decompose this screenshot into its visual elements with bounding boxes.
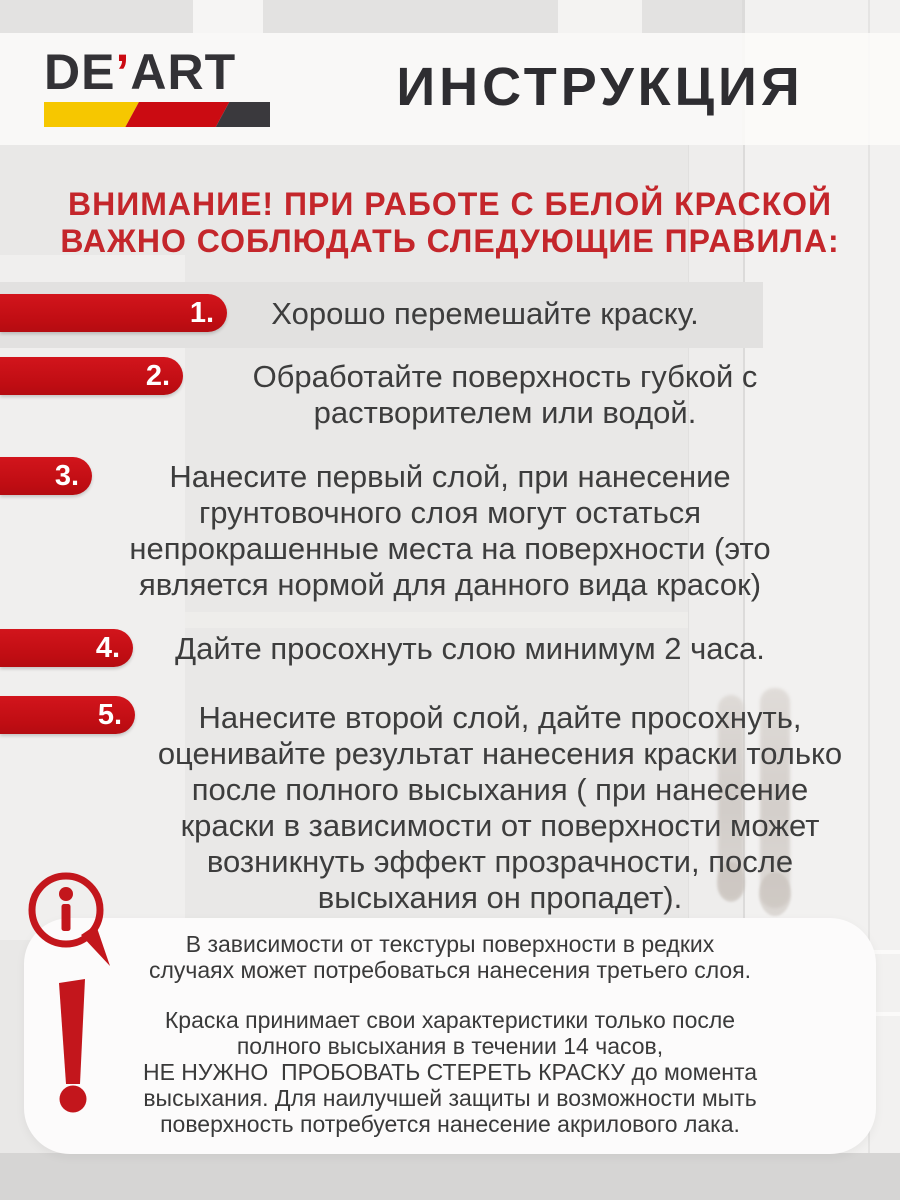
step-text-line: после полного высыхания ( при нанесение: [191, 772, 809, 807]
step-number: 5.: [97, 699, 122, 731]
step-text-line: грунтовочного слоя могут остаться: [198, 495, 702, 530]
logo-apostrophe: ’: [115, 44, 131, 100]
info-text-line: поверхность потребуется нанесение акрилового лака.: [160, 1111, 740, 1137]
step-text-line: Нанесите второй слой, дайте просохнуть,: [198, 700, 802, 735]
step-text-2: [115, 359, 895, 431]
step-text-line: является нормой для данного вида красок): [138, 567, 762, 602]
warning-heading: [0, 186, 900, 260]
deart-logo: [44, 46, 274, 127]
warning-line: ВАЖНО СОБЛЮДАТЬ СЛЕДУЮЩИЕ ПРАВИЛА:: [60, 223, 840, 259]
step-text-line: возникнуть эффект прозрачности, после: [206, 844, 794, 879]
logo-color-stripe: [44, 102, 270, 127]
info-paragraph-1: [40, 931, 860, 983]
door-top-mullion: [558, 0, 642, 33]
door-rail: [185, 612, 688, 628]
step-number: 2.: [145, 360, 170, 392]
step-text-line: краски в зависимости от поверхности может: [180, 808, 820, 843]
step-text-4: [45, 631, 895, 667]
info-text-line: высыхания. Для наилучшей защиты и возможности мыть: [143, 1085, 757, 1111]
step-text-line: Хорошо перемешайте краску.: [271, 296, 699, 331]
door-top-mullion: [193, 0, 263, 33]
step-text-line: непрокрашенные места на поверхности (это: [129, 531, 771, 566]
warning-line: ВНИМАНИЕ! ПРИ РАБОТЕ С БЕЛОЙ КРАСКОЙ: [67, 186, 832, 222]
exclamation-icon: [40, 962, 100, 1114]
info-text-line: НЕ НУЖНО ПРОБОВАТЬ СТЕРЕТЬ КРАСКУ до момента: [142, 1059, 758, 1085]
step-number: 3.: [54, 460, 79, 492]
step-text-line: Дайте просохнуть слою минимум 2 часа.: [175, 631, 765, 666]
step-number: 1.: [189, 297, 214, 329]
info-text-line: полного высыхания в течении 14 часов,: [236, 1033, 664, 1059]
step-text-line: оценивайте результат нанесения краски только: [157, 736, 843, 771]
step-text-5: [100, 700, 900, 916]
info-text-line: случаях может потребоваться нанесения третьего слоя.: [148, 957, 752, 983]
step-text-line: Обработайте поверхность губкой с: [252, 359, 758, 394]
step-text-line: растворителем или водой.: [313, 395, 697, 430]
info-text-line: Краска принимает свои характеристики только после: [164, 1007, 736, 1033]
info-text-line: В зависимости от текстуры поверхности в редких: [185, 931, 715, 957]
info-paragraph-2: [40, 1007, 860, 1137]
deart-logo-text: DE’ART: [44, 44, 237, 100]
step-text-line: Нанесите первый слой, при нанесение: [169, 459, 731, 494]
step-text-1: [80, 296, 890, 332]
floor-strip: [0, 1153, 900, 1200]
step-text-3: [0, 459, 900, 603]
step-text-line: высыхания он пропадет).: [317, 880, 683, 915]
page-title: ИНСТРУКЦИЯ: [396, 57, 804, 117]
info-icon: [24, 869, 124, 975]
step-number: 4.: [95, 632, 120, 664]
